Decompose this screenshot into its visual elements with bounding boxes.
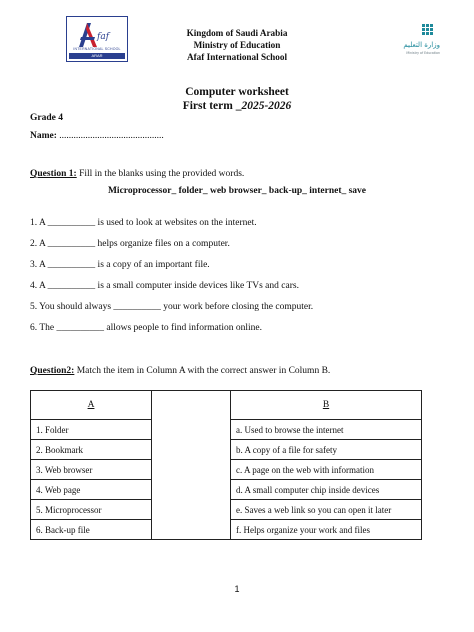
svg-text:وزارة التعليم: وزارة التعليم [403,41,440,49]
table-row [31,440,422,460]
column-a-cell: 3. Web browser [31,460,152,480]
question-1-label: Question 1: [30,169,77,179]
question-2-text: Match the item in Column A with the correct answer in Column B. [74,366,331,376]
svg-text:faf: faf [97,32,110,42]
column-a-cell: 5. Microprocessor [31,500,152,520]
page-number: 1 [234,584,240,594]
column-b-cell: e. Saves a web link so you can open it later [231,500,422,520]
column-b-cell: f. Helps organize your work and files [231,520,422,540]
name-label: Name: [30,131,57,141]
blank-item: 5. You should always __________ your work before closing the computer. [30,302,314,312]
school-logo-text: INTERNATIONAL SCHOOL [73,47,121,51]
matching-table [30,390,422,540]
table-row [31,460,422,480]
header-school: Afaf International School [186,52,288,62]
header-country: Kingdom of Saudi Arabia [186,28,288,38]
title-line-1: Computer worksheet [185,86,289,98]
blank-item: 4. A __________ is a small computer inside devices like TVs and cars. [30,281,299,291]
column-a-header-text: A [87,400,95,410]
grade-label: Grade 4 [30,113,63,123]
fill-blanks-list [30,217,450,343]
table-spacer [152,440,231,460]
question-2-prompt [30,366,330,376]
school-logo-mark [67,17,127,51]
column-b-cell: b. A copy of a file for safety [231,440,422,460]
school-logo [66,16,128,62]
column-a-header [31,391,152,420]
title-line-2 [140,99,334,113]
school-header [140,27,334,63]
column-b-cell: c. A page on the web with information [231,460,422,480]
column-b-cell: d. A small computer chip inside devices [231,480,422,500]
column-a-cell: 2. Bookmark [31,440,152,460]
question-1-prompt [30,169,244,179]
column-b-header-text: B [322,400,330,410]
column-b-cell: a. Used to browse the internet [231,420,422,440]
name-dots: ............................................ [56,131,164,141]
table-header-row [31,391,422,420]
question-2-label: Question2: [30,366,75,376]
column-a-cell: 4. Web page [31,480,152,500]
title-year: 2025-2026 [241,100,292,112]
column-a-cell: 1. Folder [31,420,152,440]
ministry-logo [382,22,442,62]
table-spacer [152,480,231,500]
table-spacer [152,420,231,440]
word-bank: Microprocessor_ folder_ web browser_ back-up_ internet_ save [107,186,367,196]
column-b-header [231,391,422,420]
table-row [31,520,422,540]
table-spacer [152,460,231,480]
svg-text:Ministry of Education: Ministry of Education [406,51,440,55]
worksheet-title [140,85,334,113]
table-row [31,480,422,500]
question-1-text: Fill in the blanks using the provided words. [76,169,245,179]
blank-item: 2. A __________ helps organize files on a computer. [30,239,230,249]
table-spacer [152,500,231,520]
ministry-logo-mark [382,22,442,62]
name-field [30,131,164,141]
table-spacer [152,520,231,540]
school-logo-bar: ARAR [69,53,125,59]
table-spacer [152,391,231,420]
title-term: First term _ [182,100,242,112]
blank-item: 1. A __________ is used to look at websites on the internet. [30,218,257,228]
blank-item: 6. The __________ allows people to find information online. [30,323,263,333]
table-row [31,420,422,440]
header-ministry: Ministry of Education [193,40,281,50]
column-a-cell: 6. Back-up file [31,520,152,540]
blank-item: 3. A __________ is a copy of an important file. [30,260,210,270]
table-row [31,500,422,520]
